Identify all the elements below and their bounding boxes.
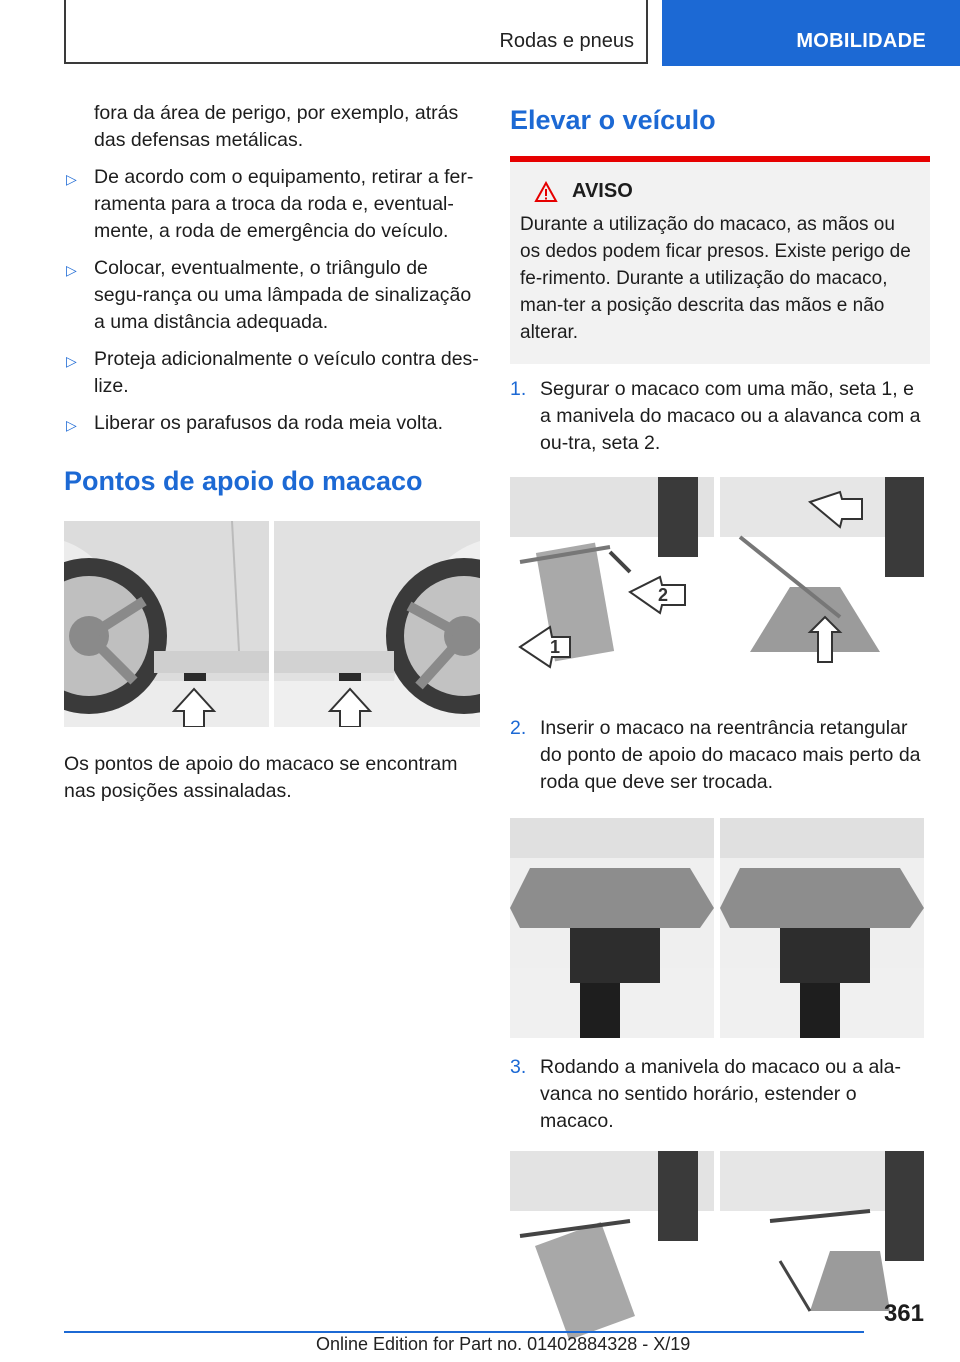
step-item	[510, 376, 930, 457]
section-title: MOBILIDADE	[796, 30, 926, 52]
steps-list	[510, 715, 930, 796]
jack-insert-illustration	[510, 818, 924, 1038]
bullet-item: ▷ Liberar os parafusos da roda meia volta.	[64, 410, 482, 437]
bullet-item: ▷ De acordo com o equipamento, retirar a fer-ramenta para a troca da roda e, eventual-mente, a roda de emergência do veículo.	[66, 166, 474, 242]
jack-hold-illustration	[510, 477, 924, 677]
chapter-title: Rodas e pneus	[499, 30, 634, 52]
page-header	[0, 0, 960, 66]
step-text: Rodando a manivela do macaco ou a ala-vanca no sentido horário, estender o macaco.	[540, 1056, 901, 1132]
intro-text: fora da área de perigo, por exemplo, atrás das defensas metálicas.	[94, 102, 459, 151]
jack-hold-figure	[510, 477, 924, 677]
warning-text: Durante a utilização do macaco, as mãos ou os dedos podem ficar presos. Existe perigo de fe-rimento. Durante a utilização do macaco, man-ter a posição descrita das mãos e não alterar.	[520, 214, 911, 343]
step-number: 1.	[510, 378, 527, 400]
bullet-item: ▷ Colocar, eventualmente, o triângulo de segu-rança ou uma lâmpada de sinalização a uma distância adequada.	[66, 257, 472, 333]
steps-list	[510, 1054, 930, 1135]
jack-extend-illustration	[510, 1151, 924, 1341]
bullet-list	[64, 164, 482, 437]
step-item	[510, 1054, 930, 1135]
car-side-illustration	[64, 521, 480, 727]
arrow-label-1: 1	[550, 637, 561, 657]
step-number: 2.	[510, 717, 527, 739]
step-text: Inserir o macaco na reentrância retangular do ponto de apoio do macaco mais perto da roda que deve ser trocada.	[540, 717, 921, 793]
section-tab	[662, 0, 960, 66]
jack-insert-figure	[510, 818, 924, 1038]
left-column	[64, 100, 482, 805]
steps-list	[510, 376, 930, 457]
warning-header	[520, 180, 920, 203]
warning-triangle-icon	[534, 181, 558, 203]
chapter-box	[64, 0, 648, 64]
jack-points-figure	[64, 521, 480, 727]
edition-note: Online Edition for Part no. 01402884328 - X/19	[316, 1334, 691, 1354]
jack-extend-figure	[510, 1151, 924, 1341]
section-heading-jack-points: Pontos de apoio do macaco	[64, 466, 423, 496]
right-column	[510, 100, 930, 1341]
warning-title: AVISO	[572, 180, 633, 202]
step-text: Segurar o macaco com uma mão, seta 1, e a manivela do macaco ou a alavanca com a ou-tra, seta 2.	[540, 378, 921, 454]
triangle-right-icon: ▷	[66, 417, 77, 433]
step-number: 3.	[510, 1056, 527, 1078]
arrow-label-2: 2	[658, 585, 669, 605]
bullet-item: ▷ Proteja adicionalmente o veículo contra des-lize.	[66, 348, 479, 397]
footer-divider	[64, 1331, 864, 1333]
step-item	[510, 715, 930, 796]
warning-box	[510, 156, 930, 364]
triangle-right-icon: ▷	[66, 353, 77, 369]
jack-points-caption: Os pontos de apoio do macaco se encontram nas posições assinaladas.	[64, 753, 458, 802]
triangle-right-icon: ▷	[66, 171, 77, 187]
section-heading-lift-vehicle: Elevar o veículo	[510, 105, 716, 135]
page-number: 361	[883, 1300, 924, 1327]
triangle-right-icon: ▷	[66, 262, 77, 278]
